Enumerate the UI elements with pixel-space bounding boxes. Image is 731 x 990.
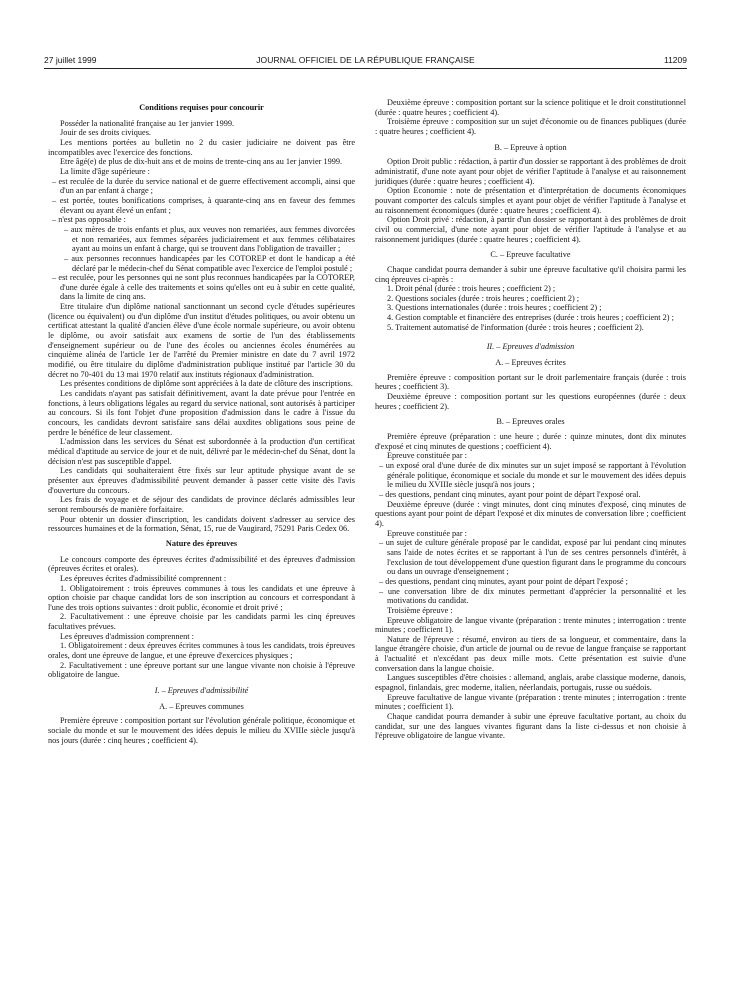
list-item: 4. Gestion comptable et financière des entreprises (durée : trois heures ; coefficient 2) ;	[387, 313, 674, 323]
paragraph: Etre âgé(e) de plus de dix-huit ans et de moins de trente-cinq ans au 1er janvier 1999.	[60, 157, 343, 167]
paragraph: 2. Facultativement : une épreuve portant sur une langue vivante non choisie à l'épreuve obligatoire de langue.	[48, 660, 355, 680]
list-item: – est portée, toutes bonifications comprises, à quarante-cinq ans en faveur des femmes élevant ou ayant élevé un enfant ;	[52, 195, 355, 215]
paragraph: Troisième épreuve :	[387, 605, 453, 615]
sub-list-item: – aux personnes reconnues handicapées par les COTOREP et dont le handicap a été déclaré par le médecin-chef du Sénat compatible avec l'exercice de l'emploi postulé ;	[64, 253, 355, 273]
paragraph: Les épreuves d'admission comprennent :	[60, 631, 194, 641]
paragraph: Les frais de voyage et de séjour des candidats de province déclarés admissibles leur seront remboursés de manière forfaitaire.	[48, 495, 355, 514]
paragraph: Première épreuve : composition portant sur l'évolution générale politique, économique et sociale du monde et sur le mouvement des idées depuis le milieu du XVIIIe siècle jusqu'à nos jours (durée : cinq heures ; coefficient 4).	[48, 716, 355, 745]
issue-date: 27 juillet 1999	[44, 55, 97, 65]
paragraph: Langues susceptibles d'être choisies : allemand, anglais, arabe classique moderne, danois, espagnol, finlandais, grec moderne, italien, néerlandais, portugais, russe ou suédois.	[375, 673, 686, 693]
paragraph: Deuxième épreuve (durée : vingt minutes, dont cinq minutes d'exposé, cinq minutes de questions ayant pour point de départ l'exposé et dix minutes de conversation libre ; coefficient 4).	[375, 499, 686, 528]
section-heading-admission: II. – Epreuves d'admission	[486, 342, 575, 352]
paragraph: Pour obtenir un dossier d'inscription, les candidats doivent s'adresser au service des ressources humaines et de la formation, Sénat, 15, rue de Vaugirard, 75291 Paris Cedex 06.	[48, 514, 355, 534]
list-item: – est reculée de la durée du service national et de guerre effectivement accompli, ainsi que d'un an par enfant à charge ;	[52, 176, 355, 196]
paragraph: Chaque candidat pourra demander à subir une épreuve facultative portant, au choix du candidat, sur une des langues vivantes figurant dans la liste ci-dessus et non choisie à l'épreuve obligatoire de langue vivante.	[375, 712, 686, 741]
subsection-heading-option: B. – Epreuve à option	[494, 142, 567, 152]
list-item: – est reculée, pour les personnes qui ne sont plus reconnues handicapées par la COTOREP, d'une durée égale à celle des traitements et soins qu'elles ont eu à subir en cette qualité, dans la limite de cinq ans.	[52, 273, 355, 302]
paragraph: Troisième épreuve : composition sur un sujet d'économie ou de finances publiques (durée : quatre heures ; coefficient 4).	[375, 117, 686, 136]
section-heading-admissibilite: I. – Epreuves d'admissibilité	[154, 686, 249, 696]
paragraph: Chaque candidat pourra demander à subir une épreuve facultative qu'il choisira parmi les cinq épreuves ci-après :	[375, 264, 686, 284]
list-item: 5. Traitement automatisé de l'information (durée : trois heures ; coefficient 2).	[387, 322, 644, 332]
paragraph: L'admission dans les services du Sénat est subordonnée à la production d'un certificat médical d'aptitude au service de jour et de nuit, délivré par le médecin-chef du Sénat, dont la décision n'est pas susceptible d'appel.	[48, 437, 355, 466]
paragraph: 1. Obligatoirement : trois épreuves communes à tous les candidats et une épreuve à option choisie par chaque candidat lors de son inscription au concours et correspondant à l'une des trois options suivantes : droit public, économie et droit privé ;	[48, 583, 355, 612]
list-item: – une conversation libre de dix minutes permettant d'apprécier la personnalité et les motivations du candidat.	[379, 586, 686, 606]
paragraph: Le concours comporte des épreuves écrites d'admissibilité et des épreuves d'admission (épreuves écrites et orales).	[48, 554, 355, 574]
paragraph: Posséder la nationalité française au 1er janvier 1999.	[60, 118, 235, 128]
list-item: – des questions, pendant cinq minutes, ayant pour point de départ l'exposé oral.	[379, 489, 641, 499]
list-item: – n'est pas opposable :	[52, 215, 126, 225]
subsection-heading-orales: B. – Epreuves orales	[496, 417, 565, 427]
paragraph: Deuxième épreuve : composition portant sur les questions européennes (durée : deux heures ; coefficient 2).	[375, 392, 686, 411]
list-item: – des questions, pendant cinq minutes, ayant pour point de départ l'exposé ;	[379, 576, 628, 586]
subsection-heading-ecrites: A. – Epreuves écrites	[495, 358, 566, 368]
paragraph: 1. Obligatoirement : deux épreuves écrites communes à tous les candidats, trois épreuves orales, dont une épreuve de langue, et une épreuve d'exercices physiques ;	[48, 641, 355, 661]
paragraph: Epreuve facultative de langue vivante (préparation : trente minutes ; interrogation : trente minutes ; coefficient 1).	[375, 692, 686, 712]
paragraph: Option Droit public : rédaction, à partir d'un dossier se rapportant à des problèmes de droit administratif, d'une note ayant pour objet de vérifier l'aptitude à l'analyse et au raisonnement juridiques (durée : quatre heures ; coefficient 4).	[375, 157, 686, 186]
paragraph: La limite d'âge supérieure :	[60, 166, 150, 176]
paragraph: Les candidats qui souhaiteraient être fixés sur leur aptitude physique avant de se présenter aux épreuves d'admissibilité peuvent demander à passer cette visite dès l'avis d'ouverture du concours.	[48, 466, 355, 495]
paragraph: Epreuve obligatoire de langue vivante (préparation : trente minutes ; interrogation : trente minutes ; coefficient 1).	[375, 615, 686, 635]
paragraph: Epreuve constituée par :	[387, 451, 467, 461]
section-heading-nature: Nature des épreuves	[165, 538, 238, 548]
left-column	[48, 98, 355, 745]
right-column	[375, 98, 686, 741]
paragraph: Epreuve constituée par :	[387, 528, 467, 538]
list-item: 3. Questions internationales (durée : trois heures ; coefficient 2) ;	[387, 303, 602, 313]
page-header	[44, 55, 687, 69]
paragraph: Première épreuve : composition portant sur le droit parlementaire français (durée : trois heures ; coefficient 3).	[375, 372, 686, 392]
paragraph: Les candidats n'ayant pas satisfait définitivement, avant la date prévue pour l'entrée en fonctions, à leurs obligations légales au regard du service national, sont autorisés à participer au concours. Si ils font l'objet d'une proposition d'admission dans le cadre à l'issue du concours, les candidats devront satisfaire sans délai auxdites obligations sous peine de perdre le bénéfice de leur classement.	[48, 389, 355, 437]
subsection-heading-facultative: C. – Epreuve facultative	[490, 250, 571, 260]
paragraph: Option Droit privé : rédaction, à partir d'un dossier se rapportant à des problèmes de droit civil ou commercial, d'une note ayant pour objet de vérifier l'aptitude à l'analyse et au raisonnement juridiques (durée : quatre heures ; coefficient 4).	[375, 215, 686, 244]
list-item: – un exposé oral d'une durée de dix minutes sur un sujet imposé se rapportant à l'évolution générale politique, économique et sociale du monde et sur le mouvement des idées depuis le milieu du XVIIIe siècle jusqu'à nos jours ;	[379, 461, 686, 490]
paragraph: Les présentes conditions de diplôme sont appréciées à la date de clôture des inscriptions.	[60, 379, 353, 389]
paragraph: Les épreuves écrites d'admissibilité comprennent :	[60, 573, 227, 583]
section-heading-conditions: Conditions requises pour concourir	[139, 103, 264, 112]
paragraph: 2. Facultativement : une épreuve choisie par les candidats parmi les cinq épreuves facultatives prévues.	[48, 612, 355, 632]
paragraph: Etre titulaire d'un diplôme national sanctionnant un second cycle d'études supérieures (licence ou équivalent) ou d'un diplôme d'un institut d'études politiques, ou avoir obtenu un certificat attestant la qualité d'ancien élève d'une école normale supérieure, ou avoir obtenu le diplôme, ou avoir satisfait aux examens de sortie de l'un des établissements d'enseignement supérieur ou de l'une des écoles ou anciennes écoles énumérées au cinquième alinéa de l'article 1er de l'arrêté du Premier ministre en date du 7 avril 1972 modifié, ou être titulaire du diplôme d'administration publique institué par l'article 30 du décret no 70-401 du 13 mai 1970 relatif aux instituts régionaux d'administration.	[48, 302, 355, 379]
sub-list-item: – aux mères de trois enfants et plus, aux veuves non remariées, aux femmes divorcées et non remariées, aux femmes séparées judiciairement et aux femmes célibataires ayant au moins un enfant à charge, qui se trouvent dans l'obligation de travailler ;	[64, 224, 355, 254]
list-item: 2. Questions sociales (durée : trois heures ; coefficient 2) ;	[387, 293, 580, 303]
paragraph: Première épreuve (préparation : une heure ; durée : quinze minutes, dont dix minutes d'exposé et cinq minutes de questions ; coefficient 4).	[375, 432, 686, 451]
paragraph: Jouir de ses droits civiques.	[60, 128, 151, 138]
subsection-heading-communes: A. – Epreuves communes	[159, 701, 244, 711]
paragraph: Deuxième épreuve : composition portant sur la science politique et le droit constitutionnel (durée : quatre heures ; coefficient 4).	[375, 98, 686, 117]
paragraph: Nature de l'épreuve : résumé, environ au tiers de sa longueur, et commentaire, dans la langue étrangère choisie, d'un article de journal ou de revue de langue française se rapportant à l'actualité et n'excédant pas deux mille mots. Cette présentation est suivie d'une conversation dans la langue choisie.	[375, 634, 686, 673]
list-item: – un sujet de culture générale proposé par le candidat, exposé par lui pendant cinq minutes sans l'aide de notes écrites et se rapportant à l'un de ses centres personnels d'intérêt, à l'exclusion de tout développement d'une question figurant dans le programme du concours ou dans un ouvrage d'enseignement ;	[379, 538, 686, 577]
paragraph: Option Economie : note de présentation et d'interprétation de documents économiques pouvant comporter des calculs simples et ayant pour objet de vérifier l'aptitude à l'analyse et au raisonnement économiques (durée : quatre heures ; coefficient 4).	[375, 186, 686, 215]
list-item: 1. Droit pénal (durée : trois heures ; coefficient 2) ;	[387, 284, 556, 294]
header-rule	[44, 68, 687, 69]
paragraph: Les mentions portées au bulletin no 2 du casier judiciaire ne doivent pas être incompatibles avec l'exercice des fonctions.	[48, 137, 355, 157]
journal-title: JOURNAL OFFICIEL DE LA RÉPUBLIQUE FRANÇAISE	[256, 55, 475, 65]
page-number: 11209	[663, 55, 687, 65]
